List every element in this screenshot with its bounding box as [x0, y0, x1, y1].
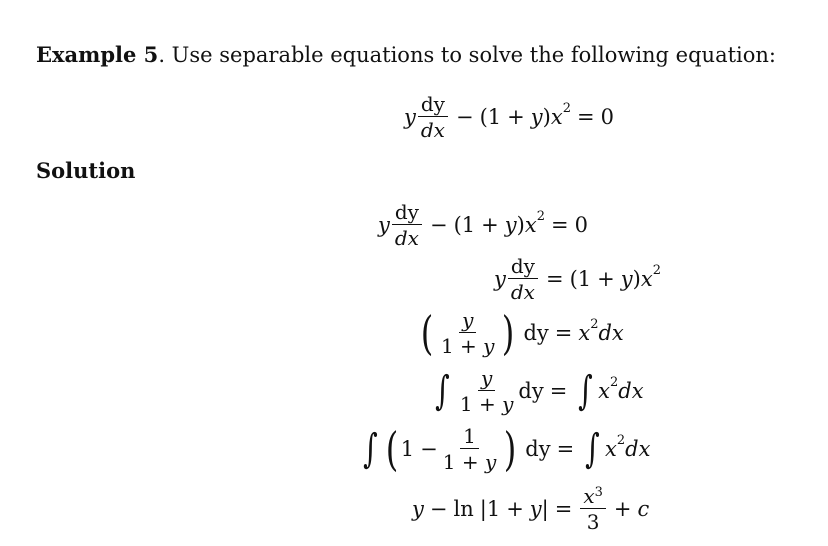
step-1-equation [378, 202, 588, 248]
dy: dy [523, 320, 549, 345]
one: 1 [486, 496, 501, 521]
problem-equation [404, 94, 614, 140]
dx: dx [618, 378, 644, 403]
1-over-1-plus-y [440, 426, 500, 472]
abs-bar-right: | [541, 496, 549, 521]
big-rparen: ) [502, 306, 515, 360]
y-over-1-plus-y [457, 368, 517, 414]
minus-sign: − [429, 212, 448, 237]
constant-c: c [637, 496, 650, 521]
step-2-equation [494, 256, 661, 302]
var-y: y [504, 212, 517, 237]
var-y: y [494, 266, 506, 291]
denominator: dx [420, 118, 445, 142]
integral-sign: ∫ [435, 368, 450, 414]
step-3-equation [418, 306, 624, 360]
dy: dy [518, 378, 544, 403]
y-over-1-plus-y [438, 310, 498, 356]
minus-sign: − [420, 436, 438, 461]
numerator: dy [418, 94, 448, 117]
dy-dx-fraction [418, 94, 448, 140]
dx: dx [598, 320, 624, 345]
abs-bar-left: | [479, 496, 487, 521]
exponent: 2 [590, 316, 599, 332]
denominator: 3 [586, 510, 600, 534]
ln: ln [453, 496, 474, 521]
numerator: y [478, 368, 495, 391]
var-x: x [598, 378, 610, 403]
var-x: x [550, 104, 563, 129]
plus-sign: + [461, 450, 479, 474]
equals-sign: = [576, 104, 595, 129]
numerator: 1 [460, 426, 479, 449]
minus-sign: − [455, 104, 474, 129]
var-y: y [530, 104, 543, 129]
exponent: 2 [616, 432, 626, 448]
lparen: ( [479, 104, 488, 129]
big-rparen: ) [504, 422, 517, 476]
equals-sign: = [545, 266, 564, 291]
lparen: ( [569, 266, 578, 291]
zero: 0 [600, 104, 614, 129]
numerator: y [459, 310, 476, 333]
denominator: dx [394, 226, 419, 250]
var-x: x [640, 266, 653, 291]
big-lparen: ( [385, 422, 399, 476]
equals-sign: = [549, 378, 568, 403]
var-y: y [485, 450, 497, 474]
equals-sign: = [556, 436, 575, 461]
example-label: Example 5 [36, 42, 159, 67]
denominator: dx [510, 280, 535, 304]
lparen: ( [453, 212, 462, 237]
plus-sign: + [507, 104, 525, 129]
plus-sign: + [597, 266, 615, 291]
equals-sign: = [554, 496, 573, 521]
numerator: dy [392, 202, 422, 225]
integral-sign: ∫ [578, 368, 594, 414]
var-y: y [483, 334, 495, 358]
one: 1 [442, 450, 456, 474]
dy-dx-fraction [508, 256, 538, 302]
var-y: y [404, 104, 416, 129]
plus-sign: + [460, 334, 477, 358]
var-y: y [378, 212, 390, 237]
denominator [457, 391, 517, 414]
one: 1 [400, 436, 415, 461]
dy: dy [525, 436, 551, 461]
var-y: y [620, 266, 633, 291]
plus-sign: + [478, 392, 496, 416]
step-6-equation [412, 486, 649, 532]
numerator [580, 486, 606, 509]
exponent: 2 [536, 208, 545, 224]
dy-dx-fraction [392, 202, 422, 248]
rparen: ) [516, 212, 525, 237]
solution-heading: Solution [36, 158, 136, 183]
plus-sign: + [506, 496, 524, 521]
var-y: y [529, 496, 542, 521]
minus-sign: − [429, 496, 448, 521]
big-lparen: ( [420, 306, 434, 360]
example-statement [36, 42, 776, 67]
denominator [440, 449, 500, 472]
exponent: 3 [594, 485, 603, 500]
step-5-equation [358, 422, 651, 476]
var-x: x [578, 320, 591, 345]
dx: dx [625, 436, 651, 461]
x-cubed-over-3 [580, 486, 606, 532]
zero: 0 [574, 212, 588, 237]
var-x: x [583, 484, 595, 508]
var-x: x [605, 436, 617, 461]
exponent: 2 [562, 100, 571, 116]
exponent: 2 [609, 374, 619, 390]
one: 1 [487, 104, 502, 129]
equals-sign: = [550, 212, 569, 237]
numerator: dy [508, 256, 538, 279]
denominator [438, 333, 498, 356]
example-text: . Use separable equations to solve the following equation: [158, 43, 776, 67]
one: 1 [577, 266, 592, 291]
one: 1 [459, 392, 473, 416]
plus-sign: + [481, 212, 499, 237]
rparen: ) [542, 104, 551, 129]
var-x: x [524, 212, 537, 237]
equals-sign: = [554, 320, 573, 345]
var-y: y [412, 496, 424, 521]
exponent: 2 [652, 262, 661, 278]
plus-sign: + [613, 496, 632, 521]
rparen: ) [632, 266, 641, 291]
one: 1 [440, 334, 454, 358]
integral-sign: ∫ [363, 426, 378, 472]
integral-sign: ∫ [585, 426, 600, 472]
step-4-equation [430, 368, 644, 414]
var-y: y [502, 392, 514, 416]
one: 1 [461, 212, 476, 237]
